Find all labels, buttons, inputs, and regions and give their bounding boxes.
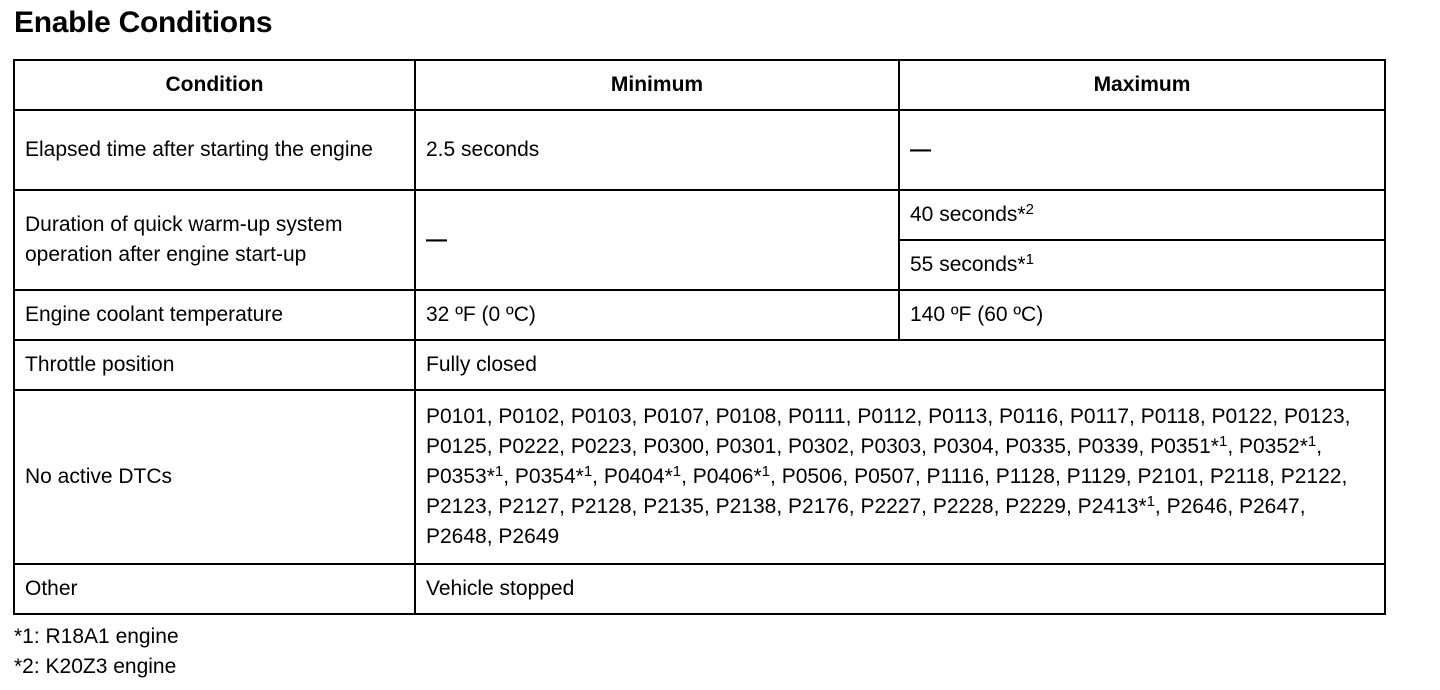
dtc-code: P0335 [1005, 435, 1066, 458]
dtc-code: P2101 [1137, 465, 1199, 488]
dtc-code: P0507 [854, 465, 915, 488]
dtc-code: P0354*$^1$ [514, 463, 593, 488]
dtc-code: P2122 [1280, 465, 1342, 488]
dtc-code: P0351*$^1$ [1150, 433, 1228, 458]
dtc-code: P1129 [1066, 465, 1126, 488]
footnote-ref: 1 [583, 463, 593, 480]
dtc-code: P0301 [715, 435, 777, 458]
table-row [14, 564, 1385, 614]
coolant-maximum-cell: 140 ºF (60 ºC) [899, 290, 1385, 340]
coolant-condition-cell: Engine coolant temperature [14, 290, 415, 340]
footnote-ref: 1 [1218, 433, 1228, 450]
dtc-list-cell: P0101, P0102, P0103, P0107, P0108, P0111, P0112, P0113, P0116, P0117, P0118, P0122, P0123, P0125, P0222, P0223, P0300, P0301, P0302, P0303, P0304, P0335, P0339, P0351*$^1$, P0352*$^1$, P0353*$^1$, P0354*$^1$, P0404*$^1$, P0406*$^1$, P0506, P0507, P1116, P1128, P1129, P2101, P2118, P2122, P2123, P2127, P2128, P2135, P2138, P2176, P2227, P2228, P2229, P2413*$^1$, P2646, P2647, P2648, P2649 [415, 390, 1385, 564]
footnote-ref: 1 [494, 463, 504, 480]
duration-minimum-cell: — [415, 190, 899, 290]
dtc-code: P0101 [426, 405, 487, 428]
footnote-2: *2: K20Z3 engine [14, 655, 177, 678]
dtc-code: P2648 [426, 525, 487, 548]
dtc-code: P0352*$^1$ [1238, 433, 1317, 458]
duration-maximum-cell-2 [899, 240, 1385, 290]
duration-maximum-cell-1 [899, 190, 1385, 240]
table-row [14, 190, 1385, 240]
header-minimum: Minimum [415, 60, 899, 110]
dtc-code: P2413*$^1$ [1077, 493, 1155, 518]
dtc-code: P1128 [995, 465, 1055, 488]
dtc-code: P0125 [426, 435, 487, 458]
page-title: Enable Conditions [14, 6, 273, 39]
dtc-code: P0117 [1069, 405, 1130, 428]
table-row [14, 390, 1385, 564]
header-maximum: Maximum [899, 60, 1385, 110]
dtc-code: P2135 [643, 495, 704, 518]
throttle-value-cell: Fully closed [415, 340, 1385, 390]
dtc-code: P0302 [788, 435, 849, 458]
footnote-ref: 1 [761, 463, 771, 480]
dtc-code: P1116 [926, 465, 985, 488]
dtc-condition-cell: No active DTCs [14, 390, 415, 564]
dtc-code: P2649 [498, 525, 560, 548]
dtc-code: P0300 [643, 435, 704, 458]
dtc-code: P0304 [932, 435, 994, 458]
enable-conditions-table [13, 59, 1386, 615]
other-condition-cell: Other [14, 564, 415, 614]
table-row [14, 110, 1385, 190]
table-header-row [14, 60, 1385, 110]
dtc-code: P0406*$^1$ [692, 463, 771, 488]
elapsed-maximum-cell: — [899, 110, 1385, 190]
header-condition: Condition [14, 60, 415, 110]
duration-maximum-2-text: 55 seconds* [910, 253, 1026, 276]
dtc-code: P0102 [498, 405, 560, 428]
dtc-code: P0111 [788, 405, 846, 428]
dtc-code: P0122 [1211, 405, 1273, 428]
dtc-code: P0123 [1283, 405, 1345, 428]
dtc-code: P2128 [570, 495, 632, 518]
dtc-code: P0506 [781, 465, 843, 488]
throttle-condition-cell: Throttle position [14, 340, 415, 390]
dtc-code: P0108 [715, 405, 777, 428]
elapsed-minimum-cell: 2.5 seconds [415, 110, 899, 190]
dtc-code: P0223 [570, 435, 632, 458]
dtc-code: P0116 [999, 405, 1059, 428]
other-value-cell: Vehicle stopped [415, 564, 1385, 614]
dtc-code: P2138 [715, 495, 777, 518]
dtc-code: P2228 [932, 495, 994, 518]
dtc-code: P0222 [498, 435, 560, 458]
footnote-ref: 1 [1307, 433, 1317, 450]
dtc-code: P2123 [426, 495, 487, 518]
dtc-code: P2127 [498, 495, 560, 518]
duration-maximum-1-text: 40 seconds* [910, 203, 1026, 226]
dtc-code: P0303 [860, 435, 922, 458]
dtc-code: P0404*$^1$ [603, 463, 682, 488]
dtc-code: P2227 [860, 495, 922, 518]
dtc-code: P2176 [788, 495, 849, 518]
footnote-ref: 1 [1146, 493, 1155, 510]
dtc-code: P0339 [1077, 435, 1139, 458]
duration-condition-cell: Duration of quick warm-up system operation after engine start-up [14, 190, 415, 290]
footnote-ref: 1 [672, 463, 682, 480]
footnote-1: *1: R18A1 engine [14, 625, 179, 648]
elapsed-condition-cell: Elapsed time after starting the engine [14, 110, 415, 190]
dtc-code: P0112 [857, 405, 917, 428]
table-row [14, 340, 1385, 390]
dtc-code: P0107 [643, 405, 704, 428]
table-row [14, 290, 1385, 340]
dtc-code: P2229 [1005, 495, 1066, 518]
dtc-code: P0113 [928, 405, 988, 428]
dtc-code: P0103 [570, 405, 632, 428]
footnote-ref: 1 [1025, 251, 1034, 268]
dtc-code: P2647 [1238, 495, 1300, 518]
dtc-code: P2646 [1166, 495, 1228, 518]
dtc-code: P2118 [1209, 465, 1270, 488]
coolant-minimum-cell: 32 ºF (0 ºC) [415, 290, 899, 340]
dtc-code: P0353*$^1$ [426, 463, 504, 488]
dtc-code: P0118 [1140, 405, 1200, 428]
footnote-ref: 2 [1025, 201, 1034, 218]
